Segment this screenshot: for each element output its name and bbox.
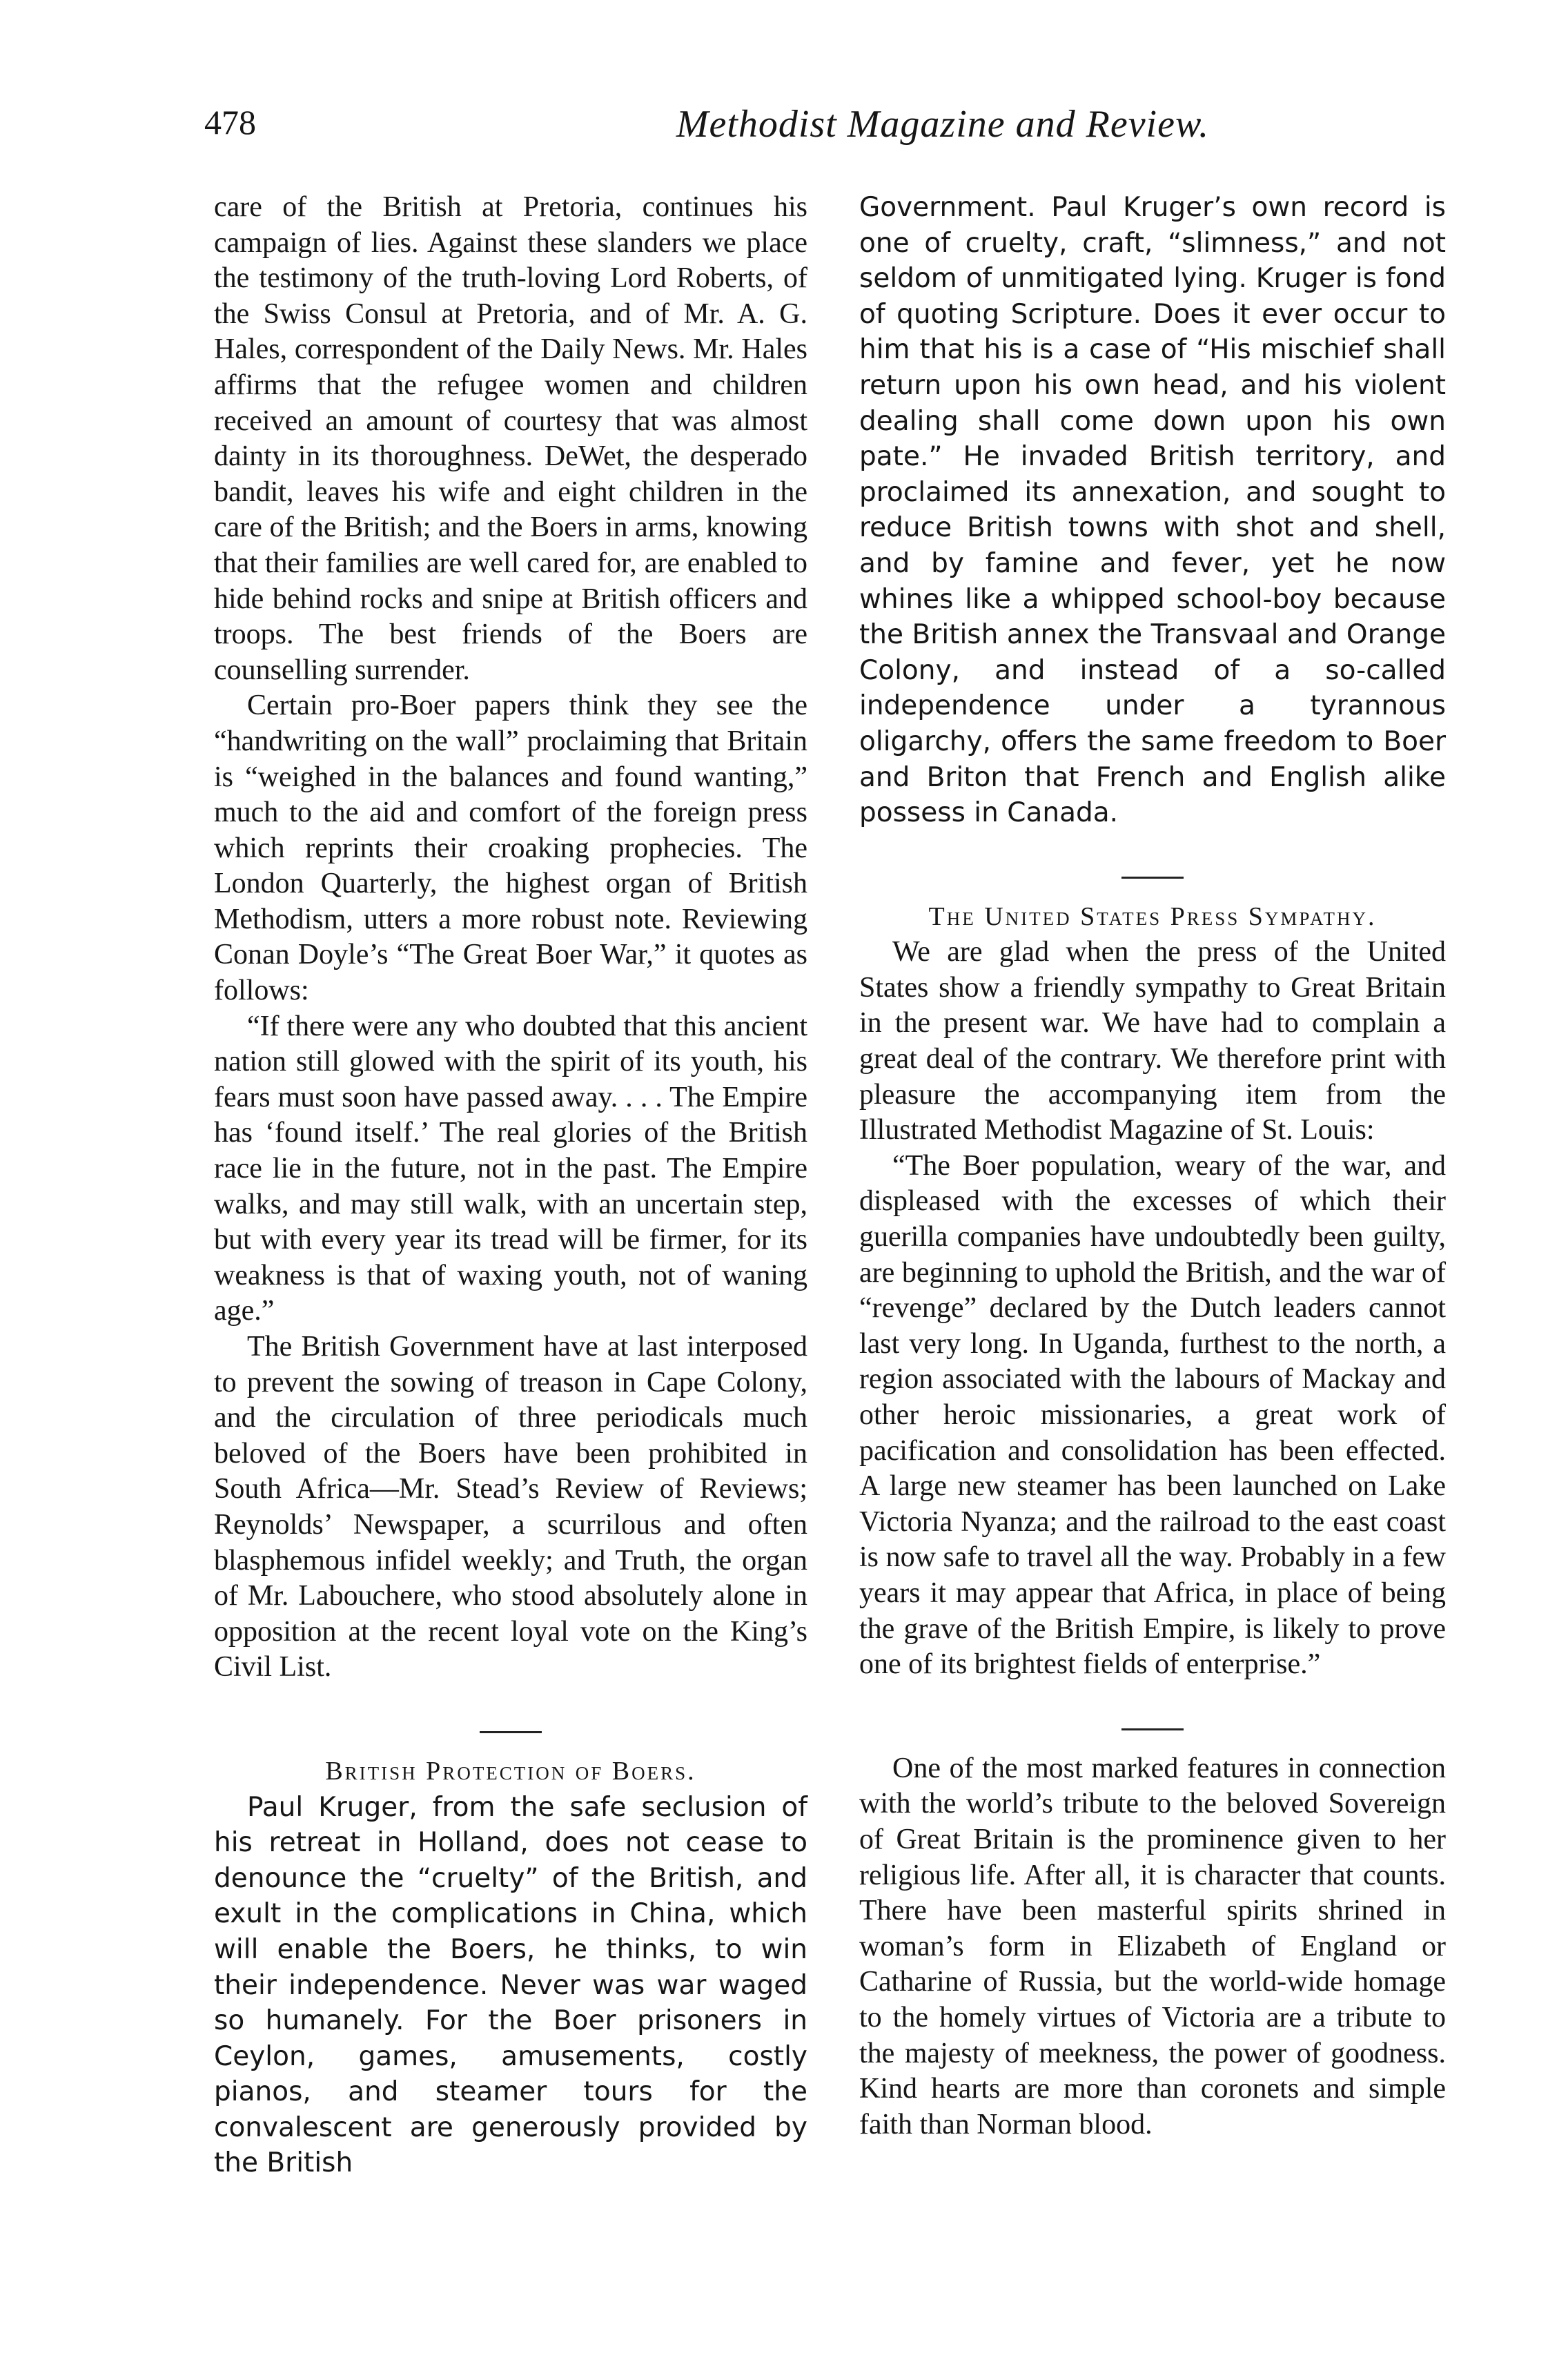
running-title: Methodist Magazine and Review. [676,103,1210,146]
page-number: 478 [204,103,256,142]
left-paragraph-2: Certain pro-Boer papers think they see the “handwriting on the wall” proclaiming that Britain is “weighed in the balances and found wanting,” much to the aid and comfort of the foreign press which reprints their croaking prophecies. The London Quarterly, the highest organ of British Methodism, utters a more robust note. Reviewing Conan Doyle’s “The Great Boer War,” it quotes as follows: [214,690,807,1007]
section-divider [1121,1728,1184,1730]
right-paragraph-2: We are glad when the press of the United States show a friendly sympathy to Great Britain in the present war. We have had to complain a great deal of the contrary. We therefore print with pleasure the accompanying item from the Illustrated Methodist Magazine of St. Louis: [859,936,1446,1147]
left-paragraph-3: The British Government have at last interposed to prevent the sowing of treason in Cape Colony, and the circulation of three periodicals much beloved of the Boers have been prohibited in South Africa—Mr. Stead’s Review of Reviews; Reynolds’ Newspaper, a scurrilous and often blasphemous infidel weekly; and Truth, the organ of Mr. Labouchere, who stood absolutely alone in opposition at the recent loyal vote on the King’s Civil List. [214,1331,807,1684]
right-column [859,190,1446,2143]
section-heading-us-press: The United States Press Sympathy. [928,901,1377,931]
right-paragraph-1: Government. Paul Kruger’s own record is one of cruelty, craft, “slimness,” and not seldom of unmitigated lying. Kruger is fond of quoting Scripture. Does it ever occur to him that his is a case of “His mischief shall return upon his own head, and his violent dealing shall come down upon his own pate.” He invaded British territory, and proclaimed its annexation, and sought to reduce British towns with shot and shell, and by famine and fever, yet he now whines like a whipped school-boy because the British annex the Transvaal and Orange Colony, and instead of a so-called independence under a tyrannous oligarchy, offers the same freedom to Boer and Briton that French and English alike possess in Canada. [859,192,1446,829]
right-paragraph-3: One of the most marked features in connection with the world’s tribute to the beloved Sovereign of Great Britain is the prominence given to her religious life. After all, it is character that counts. There have been masterful spirits shrined in woman’s form in Elizabeth of England or Catharine of Russia, but the world-wide homage to the homely virtues of Victoria are a tribute to the majesty of meekness, the power of goodness. Kind hearts are more than coronets and simple faith than Norman blood. [859,1752,1446,2140]
left-paragraph-4: Paul Kruger, from the safe seclusion of his retreat in Holland, does not cease to denounce the “cruelty” of the British, and exult in the complications in China, which will enable the Boers, he thinks, to win their independence. Never was war waged so humanely. For the Boer prisoners in Ceylon, games, amusements, costly pianos, and steamer tours for the convalescent are generously provided by the British [214,1791,807,2179]
section-divider [1121,877,1184,879]
section-divider [480,1731,542,1733]
left-quote: “If there were any who doubted that this ancient nation still glowed with the spirit of its youth, his fears must soon have passed away. . . . The Empire has ‘found itself.’ The real glories of the British race lie in the future, not in the past. The Empire walks, and may still walk, with an uncertain step, but with every year its tread will be firmer, for its weakness is that of waxing youth, not of waning age.” [214,1010,807,1327]
left-column [214,190,807,2181]
page-header [204,102,1441,157]
section-heading-british-protection: British Protection of Boers. [325,1756,696,1786]
left-paragraph-1: care of the British at Pretoria, continues his campaign of lies. Against these slanders we place the testimony of the truth-loving Lord Roberts, of the Swiss Consul at Pretoria, and of Mr. A. G. Hales, correspondent of the Daily News. Mr. Hales affirms that the refugee women and children received an amount of courtesy that was almost dainty in its thoroughness. DeWet, the desperado bandit, leaves his wife and eight children in the care of the British; and the Boers in arms, knowing that their families are well cared for, are enabled to hide behind rocks and snipe at British officers and troops. The best friends of the Boers are counselling surrender. [214,191,807,686]
right-quote: “The Boer population, weary of the war, and displeased with the excesses of which their guerilla companies have undoubtedly been guilty, are beginning to uphold the British, and the war of “revenge” declared by the Dutch leaders cannot last very long. In Uganda, furthest to the north, a region associated with the labours of Mackay and other heroic missionaries, a great work of pacification and consolidation has been effected. A large new steamer has been launched on Lake Victoria Nyanza; and the railroad to the east coast is now safe to travel all the way. Probably in a few years it may appear that Africa, in place of being the grave of the British Empire, is likely to prove one of its brightest fields of enterprise.” [859,1149,1446,1681]
